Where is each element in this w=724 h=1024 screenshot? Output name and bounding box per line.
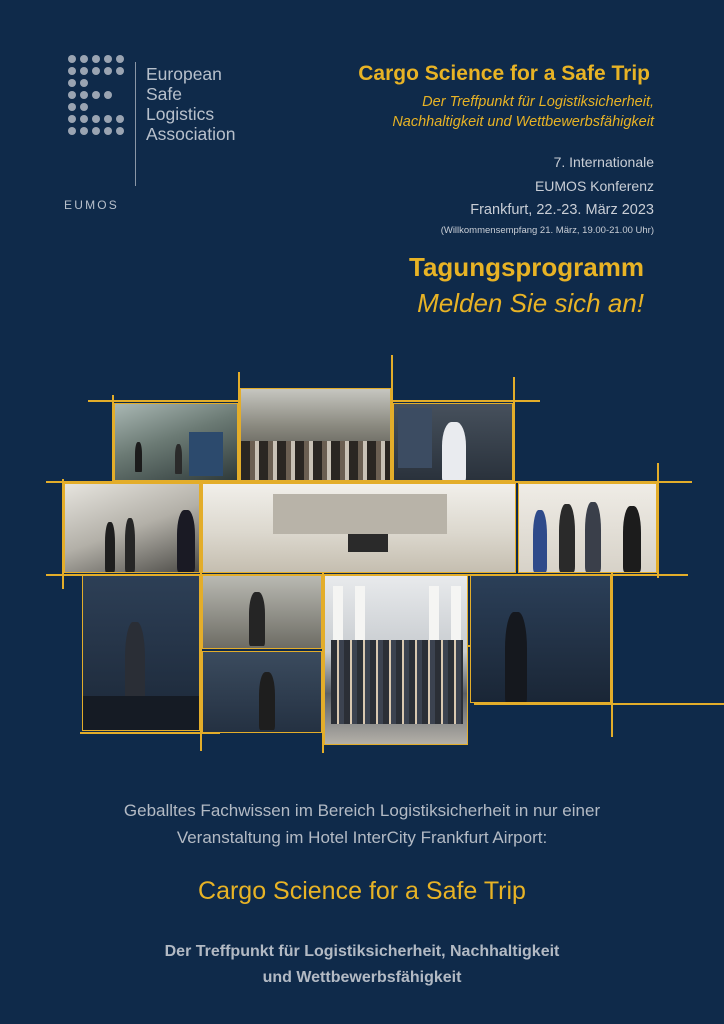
photo-foyer [202, 483, 516, 573]
collage-line [80, 732, 220, 734]
eumos-logo [62, 48, 252, 212]
photo-lobby-stairs [114, 403, 238, 481]
conference-edition: 7. Internationale [553, 154, 654, 170]
photo-reception-queue [64, 483, 200, 573]
logo-association-name [146, 64, 236, 144]
logo-line-4: Association [146, 124, 236, 144]
register-cta[interactable]: Melden Sie sich an! [417, 288, 644, 318]
conference-city-date: Frankfurt, 22.-23. März 2023 [470, 202, 654, 218]
conference-welcome-reception: (Willkommensempfang 21. März, 19.00-21.00 Uhr) [440, 225, 654, 236]
logo-divider [135, 62, 136, 186]
collage-line [474, 703, 724, 705]
photo-group-guests [518, 483, 657, 573]
intro-line-2: Veranstaltung im Hotel InterCity Frankfurt Airport: [176, 828, 548, 847]
photo-group-picture [324, 575, 468, 745]
logo-wordmark: EUMOS [64, 198, 120, 212]
intro-text [0, 797, 724, 851]
logo-line-1: European [146, 64, 222, 84]
photo-speaker-panel [202, 651, 322, 733]
logo-line-3: Logistics [146, 104, 215, 124]
header-title: Cargo Science for a Safe Trip [358, 62, 650, 85]
conference-name: EUMOS Konferenz [534, 178, 654, 194]
logo-line-2: Safe [146, 84, 182, 104]
photo-collage [0, 355, 724, 755]
header-subtitle-line-2: Nachhaltigkeit und Wettbewerbsfähigkeit [392, 114, 654, 130]
photo-speaker-stage [393, 403, 513, 481]
tagline-line-2: und Wettbewerbsfähigkeit [262, 969, 462, 986]
eumos-dot-grid-icon [66, 53, 130, 145]
conference-info [441, 150, 654, 238]
program-heading[interactable]: Tagungsprogramm [409, 252, 644, 282]
header-subtitle-line-1: Der Treffpunkt für Logistiksicherheit, [422, 94, 654, 110]
bottom-tagline [0, 939, 724, 991]
collage-line [513, 377, 515, 483]
collage-line [657, 463, 659, 578]
intro-line-1: Geballtes Fachwissen im Bereich Logistiksicherheit in nur einer [123, 801, 601, 820]
collage-line [611, 567, 613, 737]
photo-speaker-audience [202, 575, 322, 649]
tagline-line-1: Der Treffpunkt für Logistiksicherheit, Nachhaltigkeit [164, 943, 560, 960]
bottom-title: Cargo Science for a Safe Trip [198, 877, 526, 905]
photo-keynote-left [82, 575, 200, 731]
photo-keynote-right [470, 575, 611, 703]
photo-audience-hall [240, 388, 391, 481]
header-subtitle [392, 92, 654, 132]
